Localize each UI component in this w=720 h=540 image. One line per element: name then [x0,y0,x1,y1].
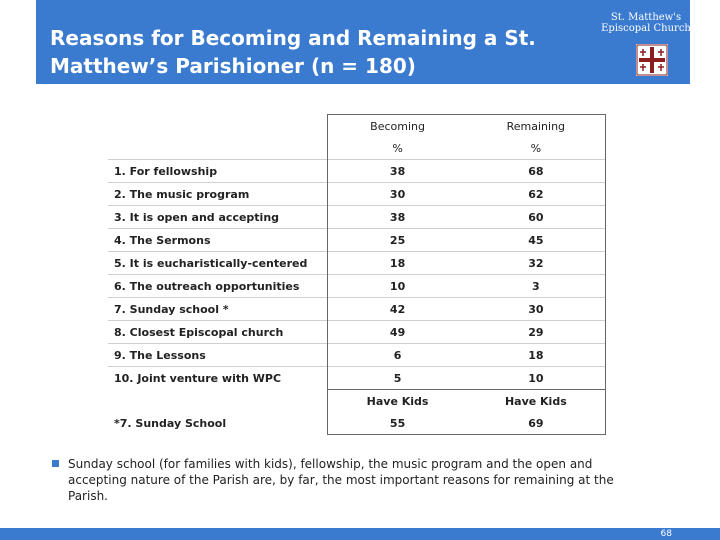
footnote-remaining-value: 69 [467,412,606,435]
table-header-row [108,115,606,138]
table-row [108,344,606,367]
footnote-becoming-value: 55 [328,412,467,435]
units-blank [108,137,328,160]
becoming-value: 25 [328,229,467,252]
table-row [108,321,606,344]
remaining-value: 29 [467,321,606,344]
remaining-value: 68 [467,160,606,183]
becoming-value: 38 [328,160,467,183]
page-title [50,24,590,80]
table-row [108,206,606,229]
sub-header-remaining: Have Kids [467,390,606,413]
summary-note [52,456,652,504]
footnote-row [108,412,606,435]
becoming-value: 38 [328,206,467,229]
row-label: 3. It is open and accepting [108,206,328,229]
row-label: 4. The Sermons [108,229,328,252]
remaining-value: 10 [467,367,606,390]
header [0,0,720,84]
col-header-becoming: Becoming [328,115,467,138]
title-line-1: Reasons for Becoming and Remaining a St. [50,26,536,50]
header-blank [108,115,328,138]
have-kids-blank [108,390,328,413]
table-units-row [108,137,606,160]
table-row [108,252,606,275]
remaining-value: 32 [467,252,606,275]
logo-line-1: St. Matthew's [610,12,682,23]
title-line-2: Matthew’s Parishioner (n = 180) [50,54,416,78]
col-header-remaining: Remaining [467,115,606,138]
table-row [108,298,606,321]
church-cross-logo-icon [636,44,668,76]
unit-remaining: % [467,137,606,160]
becoming-value: 18 [328,252,467,275]
table-row [108,275,606,298]
row-label: 2. The music program [108,183,328,206]
corner-block [0,0,36,84]
church-logo-text [596,12,696,34]
remaining-value: 62 [467,183,606,206]
row-label: 9. The Lessons [108,344,328,367]
unit-becoming: % [328,137,467,160]
table-row [108,160,606,183]
becoming-value: 5 [328,367,467,390]
remaining-value: 60 [467,206,606,229]
becoming-value: 49 [328,321,467,344]
row-label: 1. For fellowship [108,160,328,183]
remaining-value: 45 [467,229,606,252]
table-row [108,229,606,252]
table-row [108,183,606,206]
becoming-value: 10 [328,275,467,298]
becoming-value: 6 [328,344,467,367]
row-label: 6. The outreach opportunities [108,275,328,298]
remaining-value: 30 [467,298,606,321]
row-label: 7. Sunday school * [108,298,328,321]
row-label: 8. Closest Episcopal church [108,321,328,344]
logo-line-2: Episcopal Church [601,23,691,34]
summary-text: Sunday school (for families with kids), fellowship, the music program and the open and accepting nature of the Parish are, by far, the most important reasons for remaining at the Parish. [68,457,614,503]
remaining-value: 18 [467,344,606,367]
row-label: 10. Joint venture with WPC [108,367,328,390]
sub-header-becoming: Have Kids [328,390,467,413]
remaining-value: 3 [467,275,606,298]
page-number: 68 [660,529,672,539]
footer-bar [0,528,720,540]
bullet-icon [52,460,59,467]
becoming-value: 42 [328,298,467,321]
footnote-label: *7. Sunday School [114,416,227,430]
table-row [108,367,606,390]
becoming-value: 30 [328,183,467,206]
reasons-table [108,114,606,435]
have-kids-header-row [108,390,606,413]
row-label: 5. It is eucharistically-centered [108,252,328,275]
